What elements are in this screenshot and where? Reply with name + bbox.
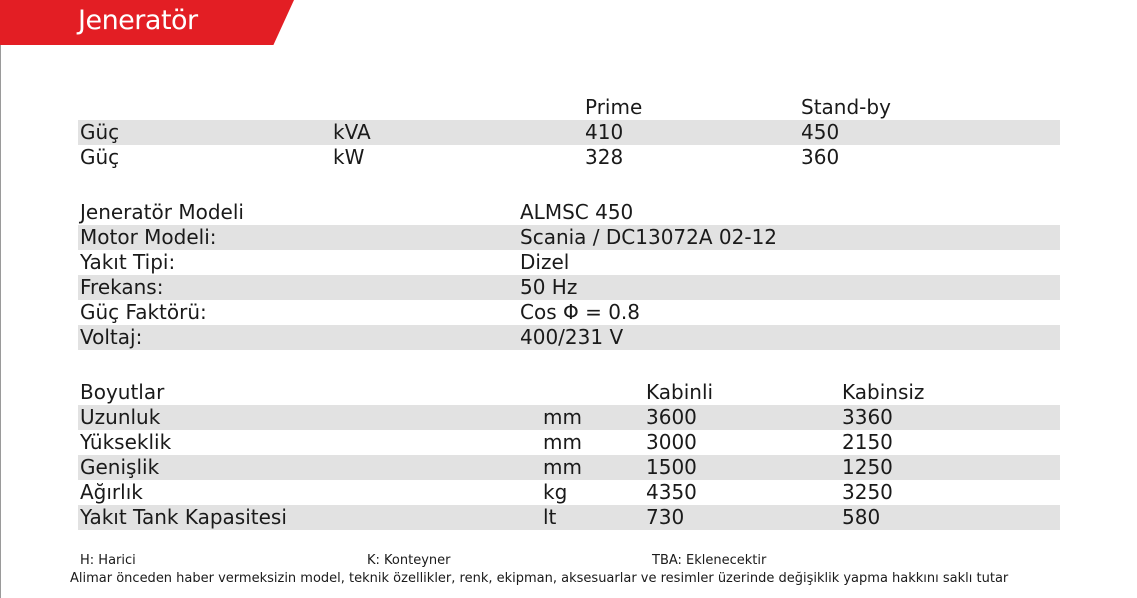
- row-label: Güç: [80, 145, 120, 169]
- kabinli-value: 3600: [646, 405, 697, 429]
- prime-value: 410: [585, 120, 624, 144]
- table-row: [78, 145, 1060, 170]
- legend-konteyner: K: Konteyner: [367, 553, 451, 568]
- spec-label: Yakıt Tipi:: [80, 250, 176, 274]
- kabinsiz-value: 1250: [842, 455, 893, 479]
- dimension-unit: mm: [543, 430, 582, 454]
- table-row: [78, 455, 1060, 480]
- table-row: [78, 225, 1060, 250]
- table-row: [78, 430, 1060, 455]
- dimension-unit: mm: [543, 405, 582, 429]
- power-header-row: [78, 95, 1060, 120]
- table-row: [78, 405, 1060, 430]
- disclaimer-text: Alimar önceden haber vermeksizin model, teknik özellikler, renk, ekipman, aksesuarlar ve resimler üzerinde değişiklik yapma hakkını saklı tutar: [70, 571, 1009, 586]
- table-row: [78, 250, 1060, 275]
- legend-tba: TBA: Eklenecektir: [652, 553, 767, 568]
- spec-value: 50 Hz: [520, 275, 578, 299]
- spec-label: Voltaj:: [80, 325, 143, 349]
- dimension-label: Yükseklik: [80, 430, 172, 454]
- spec-value: Cos Φ = 0.8: [520, 300, 640, 324]
- dimension-unit: kg: [543, 480, 568, 504]
- dimensions-table: [78, 380, 1060, 530]
- dimensions-header-row: [78, 380, 1060, 405]
- spec-value: ALMSC 450: [520, 200, 634, 224]
- kabinsiz-value: 3360: [842, 405, 893, 429]
- page-title: Jeneratör: [78, 5, 198, 36]
- dimension-unit: lt: [543, 505, 557, 529]
- kabinsiz-value: 3250: [842, 480, 893, 504]
- column-header-kabinsiz: Kabinsiz: [842, 380, 925, 404]
- spec-value: Dizel: [520, 250, 570, 274]
- column-header-prime: Prime: [585, 95, 643, 119]
- table-row: [78, 275, 1060, 300]
- kabinli-value: 4350: [646, 480, 697, 504]
- spec-label: Güç Faktörü:: [80, 300, 207, 324]
- dimension-unit: mm: [543, 455, 582, 479]
- legend-harici: H: Harici: [80, 553, 136, 568]
- table-row: [78, 325, 1060, 350]
- spec-label: Jeneratör Modeli: [80, 200, 244, 224]
- table-row: [78, 480, 1060, 505]
- kabinsiz-value: 580: [842, 505, 881, 529]
- dimension-label: Genişlik: [80, 455, 160, 479]
- dimension-label: Ağırlık: [80, 480, 143, 504]
- table-row: [78, 120, 1060, 145]
- row-unit: kW: [333, 145, 365, 169]
- spec-label: Motor Modeli:: [80, 225, 217, 249]
- dimension-label: Yakıt Tank Kapasitesi: [80, 505, 287, 529]
- spec-value: Scania / DC13072A 02-12: [520, 225, 778, 249]
- kabinli-value: 1500: [646, 455, 697, 479]
- page-border: [0, 0, 1, 598]
- table-row: [78, 505, 1060, 530]
- standby-value: 450: [801, 120, 840, 144]
- prime-value: 328: [585, 145, 624, 169]
- column-header-standby: Stand-by: [801, 95, 891, 119]
- column-header-boyutlar: Boyutlar: [80, 380, 165, 404]
- spec-value: 400/231 V: [520, 325, 624, 349]
- standby-value: 360: [801, 145, 840, 169]
- table-row: [78, 200, 1060, 225]
- table-row: [78, 300, 1060, 325]
- column-header-kabinli: Kabinli: [646, 380, 714, 404]
- spec-label: Frekans:: [80, 275, 164, 299]
- kabinli-value: 730: [646, 505, 685, 529]
- spec-table: [78, 200, 1060, 350]
- row-label: Güç: [80, 120, 120, 144]
- dimension-label: Uzunluk: [80, 405, 161, 429]
- power-table: [78, 95, 1060, 170]
- row-unit: kVA: [333, 120, 371, 144]
- kabinli-value: 3000: [646, 430, 697, 454]
- kabinsiz-value: 2150: [842, 430, 893, 454]
